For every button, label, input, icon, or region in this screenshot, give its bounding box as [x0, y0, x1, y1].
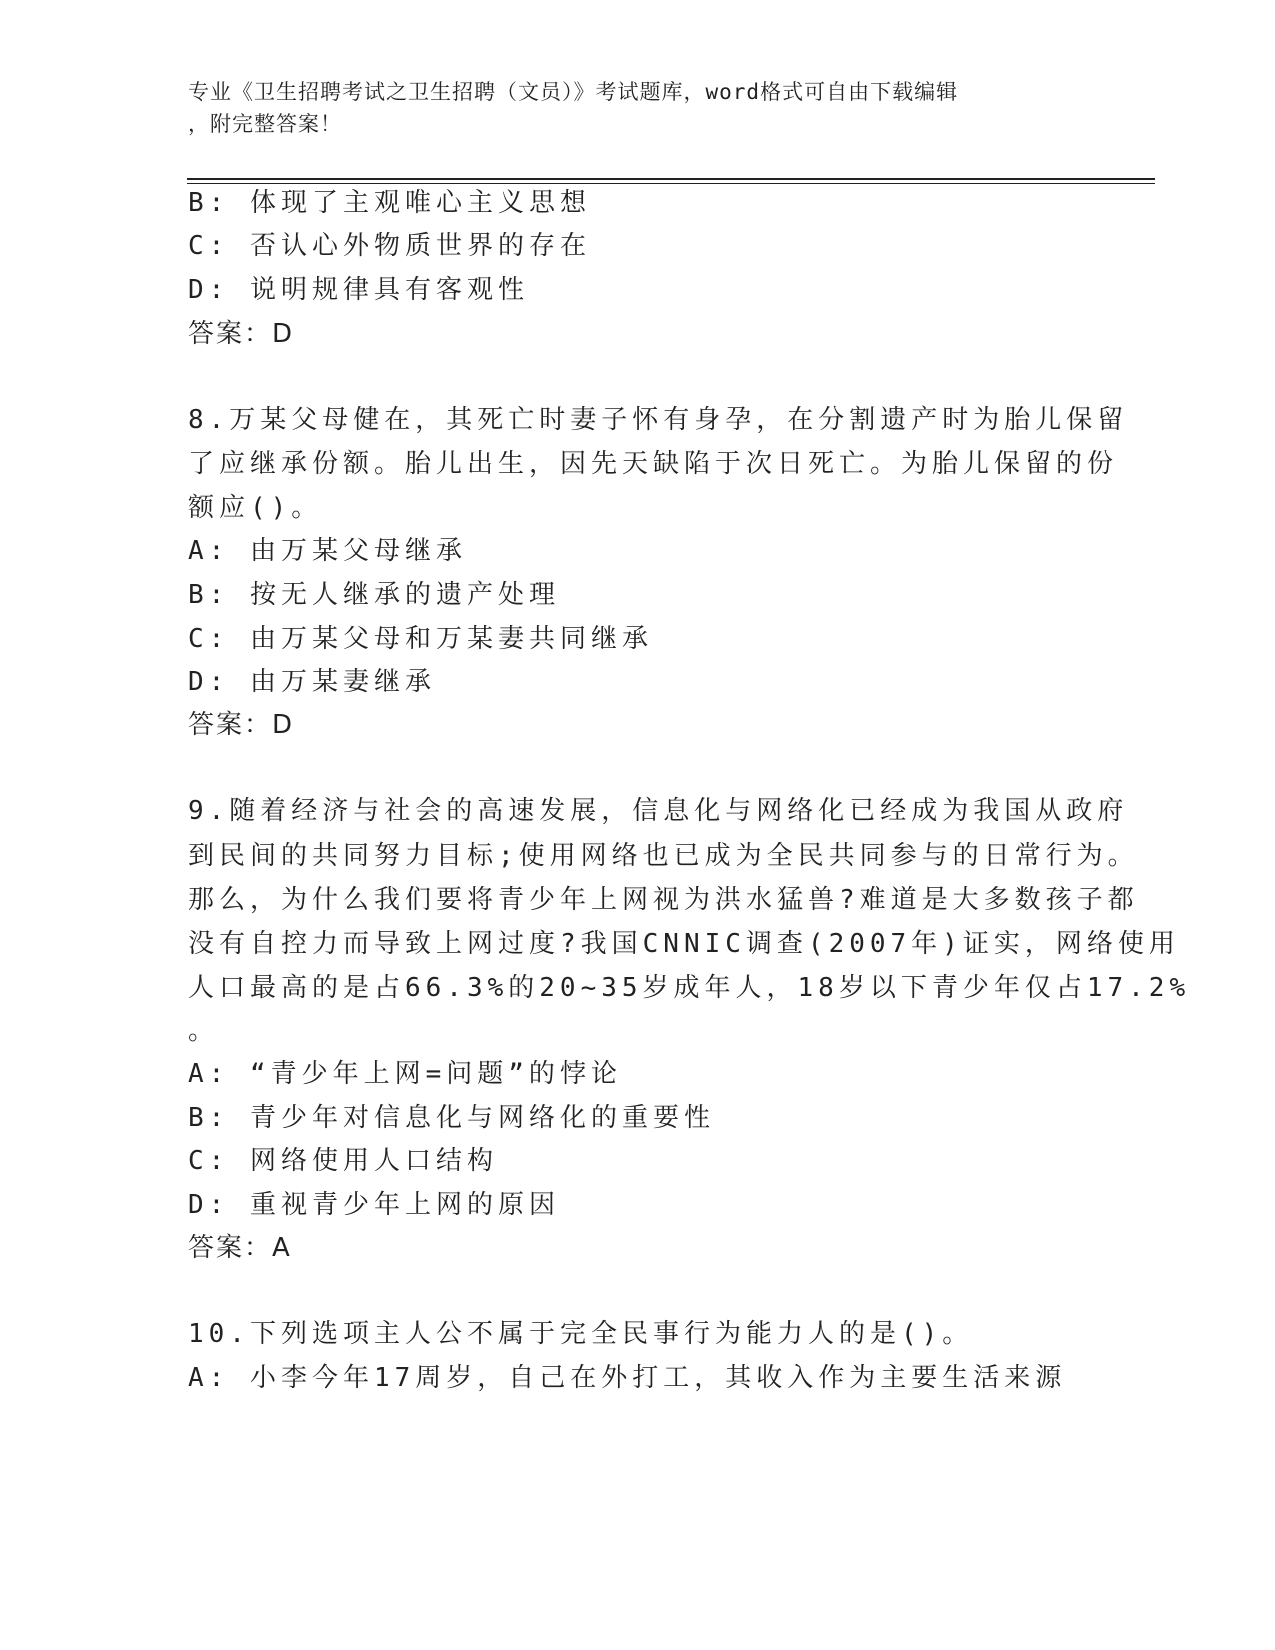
- q8-option-c: C: 由万某父母和万某妻共同继承: [188, 624, 653, 654]
- q10-stem-line-1: 10.下列选项主人公不属于完全民事行为能力人的是()。: [188, 1319, 974, 1349]
- q7-option-b: B: 体现了主观唯心主义思想: [188, 188, 591, 218]
- q7-answer: 答案：D: [188, 319, 295, 349]
- q7-option-d: D: 说明规律具有客观性: [188, 275, 529, 305]
- q9-option-a: A: “青少年上网=问题”的悖论: [188, 1059, 622, 1089]
- q8-option-a: A: 由万某父母继承: [188, 536, 467, 566]
- q9-stem-line-5: 人口最高的是占66.3%的20~35岁成年人，18岁以下青少年仅占17.2%: [188, 973, 1191, 1003]
- q10-option-a: A: 小李今年17周岁，自己在外打工，其收入作为主要生活来源: [188, 1363, 1067, 1393]
- q8-stem-line-3: 额应()。: [188, 493, 323, 523]
- q9-stem-line-2: 到民间的共同努力目标;使用网络也已成为全民共同参与的日常行为。: [188, 841, 1139, 871]
- q9-stem-line-3: 那么，为什么我们要将青少年上网视为洪水猛兽?难道是大多数孩子都: [188, 885, 1139, 915]
- q9-answer: 答案：A: [188, 1233, 292, 1263]
- q9-stem-line-6: 。: [188, 1016, 220, 1046]
- q9-option-b: B: 青少年对信息化与网络化的重要性: [188, 1103, 715, 1133]
- q9-option-c: C: 网络使用人口结构: [188, 1146, 498, 1176]
- q9-stem-line-1: 9.随着经济与社会的高速发展，信息化与网络化已经成为我国从政府: [188, 796, 1129, 826]
- q8-option-b: B: 按无人继承的遗产处理: [188, 580, 560, 610]
- q8-answer: 答案：D: [188, 710, 295, 740]
- document-header: [188, 76, 1088, 140]
- q8-stem-line-1: 8.万某父母健在，其死亡时妻子怀有身孕，在分割遗产时为胎儿保留: [188, 405, 1129, 435]
- header-title-line-2: ，附完整答案！: [188, 112, 342, 136]
- q9-stem-line-4: 没有自控力而导致上网过度?我国CNNIC调查(2007年)证实，网络使用: [188, 929, 1180, 959]
- q8-stem-line-2: 了应继承份额。胎儿出生，因先天缺陷于次日死亡。为胎儿保留的份: [188, 449, 1119, 479]
- q7-option-c: C: 否认心外物质世界的存在: [188, 231, 591, 261]
- header-title-line-1: 专业《卫生招聘考试之卫生招聘（文员）》考试题库，word格式可自由下载编辑: [188, 80, 959, 104]
- q9-option-d: D: 重视青少年上网的原因: [188, 1190, 560, 1220]
- q8-option-d: D: 由万某妻继承: [188, 667, 436, 697]
